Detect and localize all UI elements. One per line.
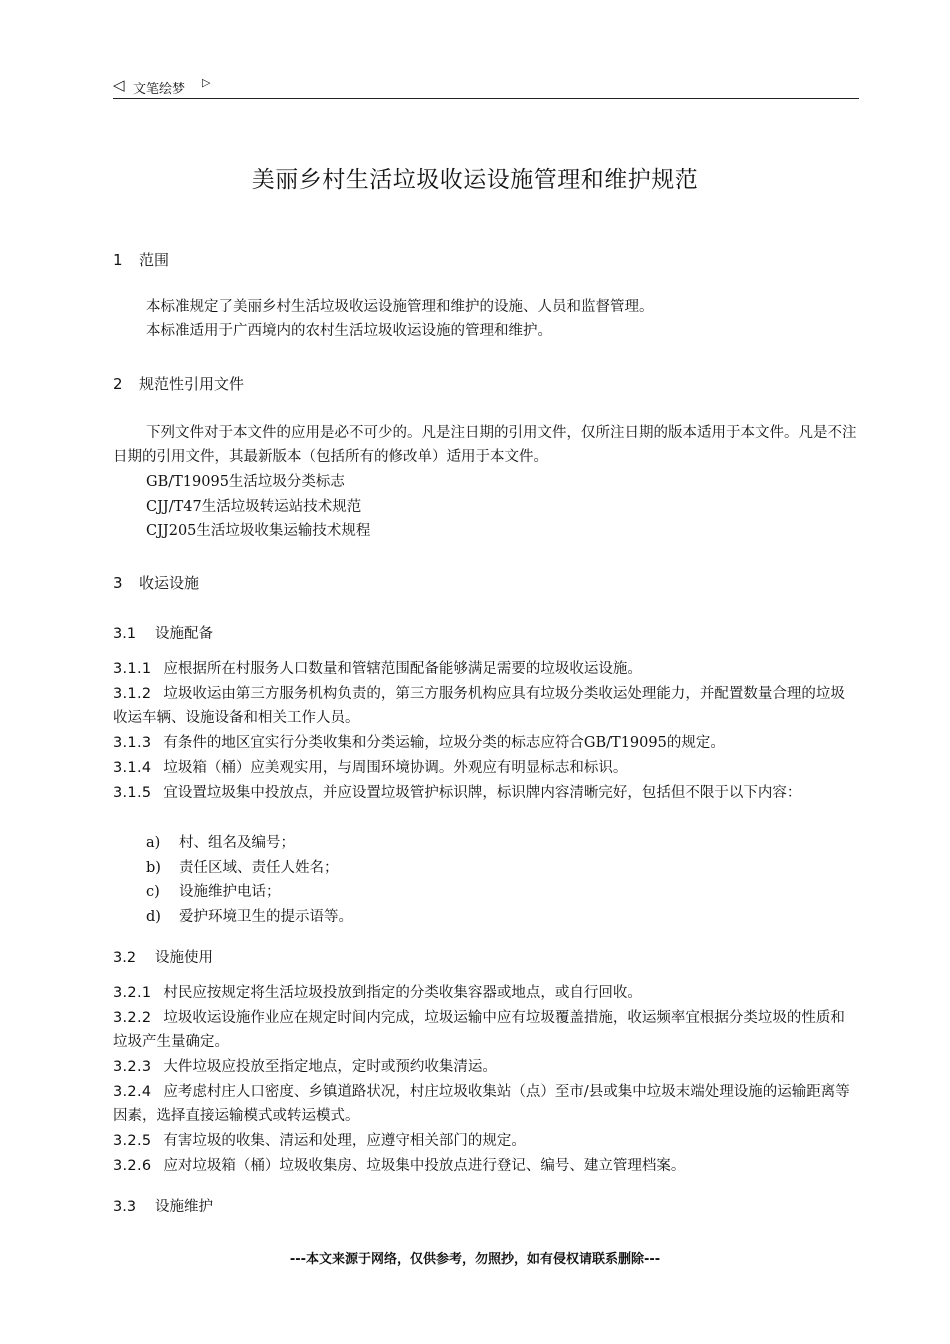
clause-3-2-3 bbox=[113, 1055, 859, 1079]
clause-text: 垃圾收运由第三方服务机构负责的，第三方服务机构应具有垃圾分类收运处理能力，并配置数量合理的垃圾收运车辆、设施设备和相关工作人员。 bbox=[113, 686, 845, 726]
clause-text: 大件垃圾应投放至指定地点，定时或预约收集清运。 bbox=[163, 1059, 497, 1075]
clause-number: 3.2.1 bbox=[113, 985, 152, 1001]
reference-item: CJJ/T47生活垃圾转运站技术规范 bbox=[146, 499, 362, 515]
section-title: 规范性引用文件 bbox=[139, 375, 245, 393]
subsection-3-3-heading bbox=[113, 1195, 213, 1216]
right-triangle-icon: ▷ bbox=[202, 76, 211, 89]
clause-number: 3.1.1 bbox=[113, 661, 152, 677]
clause-text: 村民应按规定将生活垃圾投放到指定的分类收集容器或地点，或自行回收。 bbox=[163, 985, 642, 1001]
clause-number: 3.2.2 bbox=[113, 1010, 152, 1026]
clause-number: 3.2.4 bbox=[113, 1084, 152, 1100]
list-item-text: 村、组名及编号； bbox=[179, 835, 295, 851]
clause-3-2-6 bbox=[113, 1154, 859, 1178]
list-item-text: 设施维护电话； bbox=[179, 884, 281, 900]
subsection-3-1-heading bbox=[113, 622, 213, 643]
scope-paragraph-2: 本标准适用于广西境内的农村生活垃圾收运设施的管理和维护。 bbox=[146, 323, 552, 339]
page-footer-disclaimer: ---本文来源于网络，仅供参考，勿照抄，如有侵权请联系删除--- bbox=[289, 1252, 661, 1267]
subsection-title: 设施配备 bbox=[155, 626, 213, 642]
subsection-number: 3.3 bbox=[113, 1199, 137, 1215]
subsection-3-2-heading bbox=[113, 946, 213, 967]
subsection-title: 设施维护 bbox=[155, 1199, 213, 1215]
clause-3-1-2 bbox=[113, 682, 859, 730]
clause-number: 3.1.5 bbox=[113, 785, 152, 801]
clause-3-1-3 bbox=[113, 731, 859, 755]
section-title: 收运设施 bbox=[139, 574, 200, 592]
clause-text: 应根据所在村服务人口数量和管辖范围配备能够满足需要的垃圾收运设施。 bbox=[163, 661, 642, 677]
list-item-label: b) bbox=[146, 860, 161, 876]
reference-item: CJJ205生活垃圾收集运输技术规程 bbox=[146, 523, 371, 539]
clause-3-2-1 bbox=[113, 981, 859, 1005]
references-paragraph: 下列文件对于本文件的应用是必不可少的。凡是注日期的引用文件，仅所注日期的版本适用于本文件。凡是不注日期的引用文件，其最新版本（包括所有的修改单）适用于本文件。 bbox=[113, 425, 857, 465]
clause-3-1-4 bbox=[113, 756, 859, 780]
list-item-label: d) bbox=[146, 909, 161, 925]
clause-text: 应考虑村庄人口密度、乡镇道路状况，村庄垃圾收集站（点）至市/县或集中垃圾末端处理设施的运输距离等因素，选择直接运输模式或转运模式。 bbox=[113, 1084, 850, 1124]
list-item bbox=[146, 905, 353, 926]
clause-3-1-1 bbox=[113, 657, 859, 681]
list-item bbox=[146, 856, 339, 877]
header-brand: 文笔绘梦 bbox=[133, 82, 186, 97]
clause-text: 垃圾箱（桶）应美观实用，与周围环境协调。外观应有明显标志和标识。 bbox=[163, 760, 628, 776]
clause-number: 3.1.2 bbox=[113, 686, 152, 702]
clause-text: 应对垃圾箱（桶）垃圾收集房、垃圾集中投放点进行登记、编号、建立管理档案。 bbox=[163, 1158, 686, 1174]
left-triangle-icon: ◁ bbox=[113, 76, 125, 94]
list-item-text: 责任区域、责任人姓名； bbox=[179, 860, 339, 876]
clause-text: 宜设置垃圾集中投放点，并应设置垃圾管护标识牌，标识牌内容清晰完好，包括但不限于以下内容： bbox=[163, 785, 802, 801]
clause-text: 有条件的地区宜实行分类收集和分类运输，垃圾分类的标志应符合GB/T19095的规定。 bbox=[163, 735, 725, 751]
subsection-title: 设施使用 bbox=[155, 950, 213, 966]
section-number: 1 bbox=[113, 251, 123, 269]
scope-paragraph-1: 本标准规定了美丽乡村生活垃圾收运设施管理和维护的设施、人员和监督管理。 bbox=[146, 299, 654, 315]
clause-number: 3.1.4 bbox=[113, 760, 152, 776]
clause-number: 3.1.3 bbox=[113, 735, 152, 751]
list-item bbox=[146, 880, 281, 901]
section-3-heading bbox=[113, 572, 199, 593]
clause-number: 3.2.6 bbox=[113, 1158, 152, 1174]
list-item-label: a) bbox=[146, 835, 161, 851]
list-item bbox=[146, 831, 295, 852]
section-title: 范围 bbox=[139, 251, 170, 269]
clause-3-2-5 bbox=[113, 1129, 859, 1153]
list-item-text: 爱护环境卫生的提示语等。 bbox=[179, 909, 353, 925]
page-header bbox=[113, 74, 859, 99]
clause-number: 3.2.3 bbox=[113, 1059, 152, 1075]
clause-text: 垃圾收运设施作业应在规定时间内完成，垃圾运输中应有垃圾覆盖措施，收运频率宜根据分类垃圾的性质和垃圾产生量确定。 bbox=[113, 1010, 845, 1050]
clause-3-1-5 bbox=[113, 781, 859, 805]
section-2-heading bbox=[113, 373, 244, 394]
section-number: 3 bbox=[113, 574, 123, 592]
reference-item: GB/T19095生活垃圾分类标志 bbox=[146, 474, 345, 490]
list-item-label: c) bbox=[146, 884, 160, 900]
document-title: 美丽乡村生活垃圾收运设施管理和维护规范 bbox=[251, 167, 699, 193]
clause-text: 有害垃圾的收集、清运和处理，应遵守相关部门的规定。 bbox=[163, 1133, 526, 1149]
clause-3-2-4 bbox=[113, 1080, 859, 1128]
clause-3-2-2 bbox=[113, 1006, 859, 1054]
subsection-number: 3.2 bbox=[113, 950, 137, 966]
clause-number: 3.2.5 bbox=[113, 1133, 152, 1149]
section-1-heading bbox=[113, 249, 169, 270]
subsection-number: 3.1 bbox=[113, 626, 137, 642]
section-number: 2 bbox=[113, 375, 123, 393]
